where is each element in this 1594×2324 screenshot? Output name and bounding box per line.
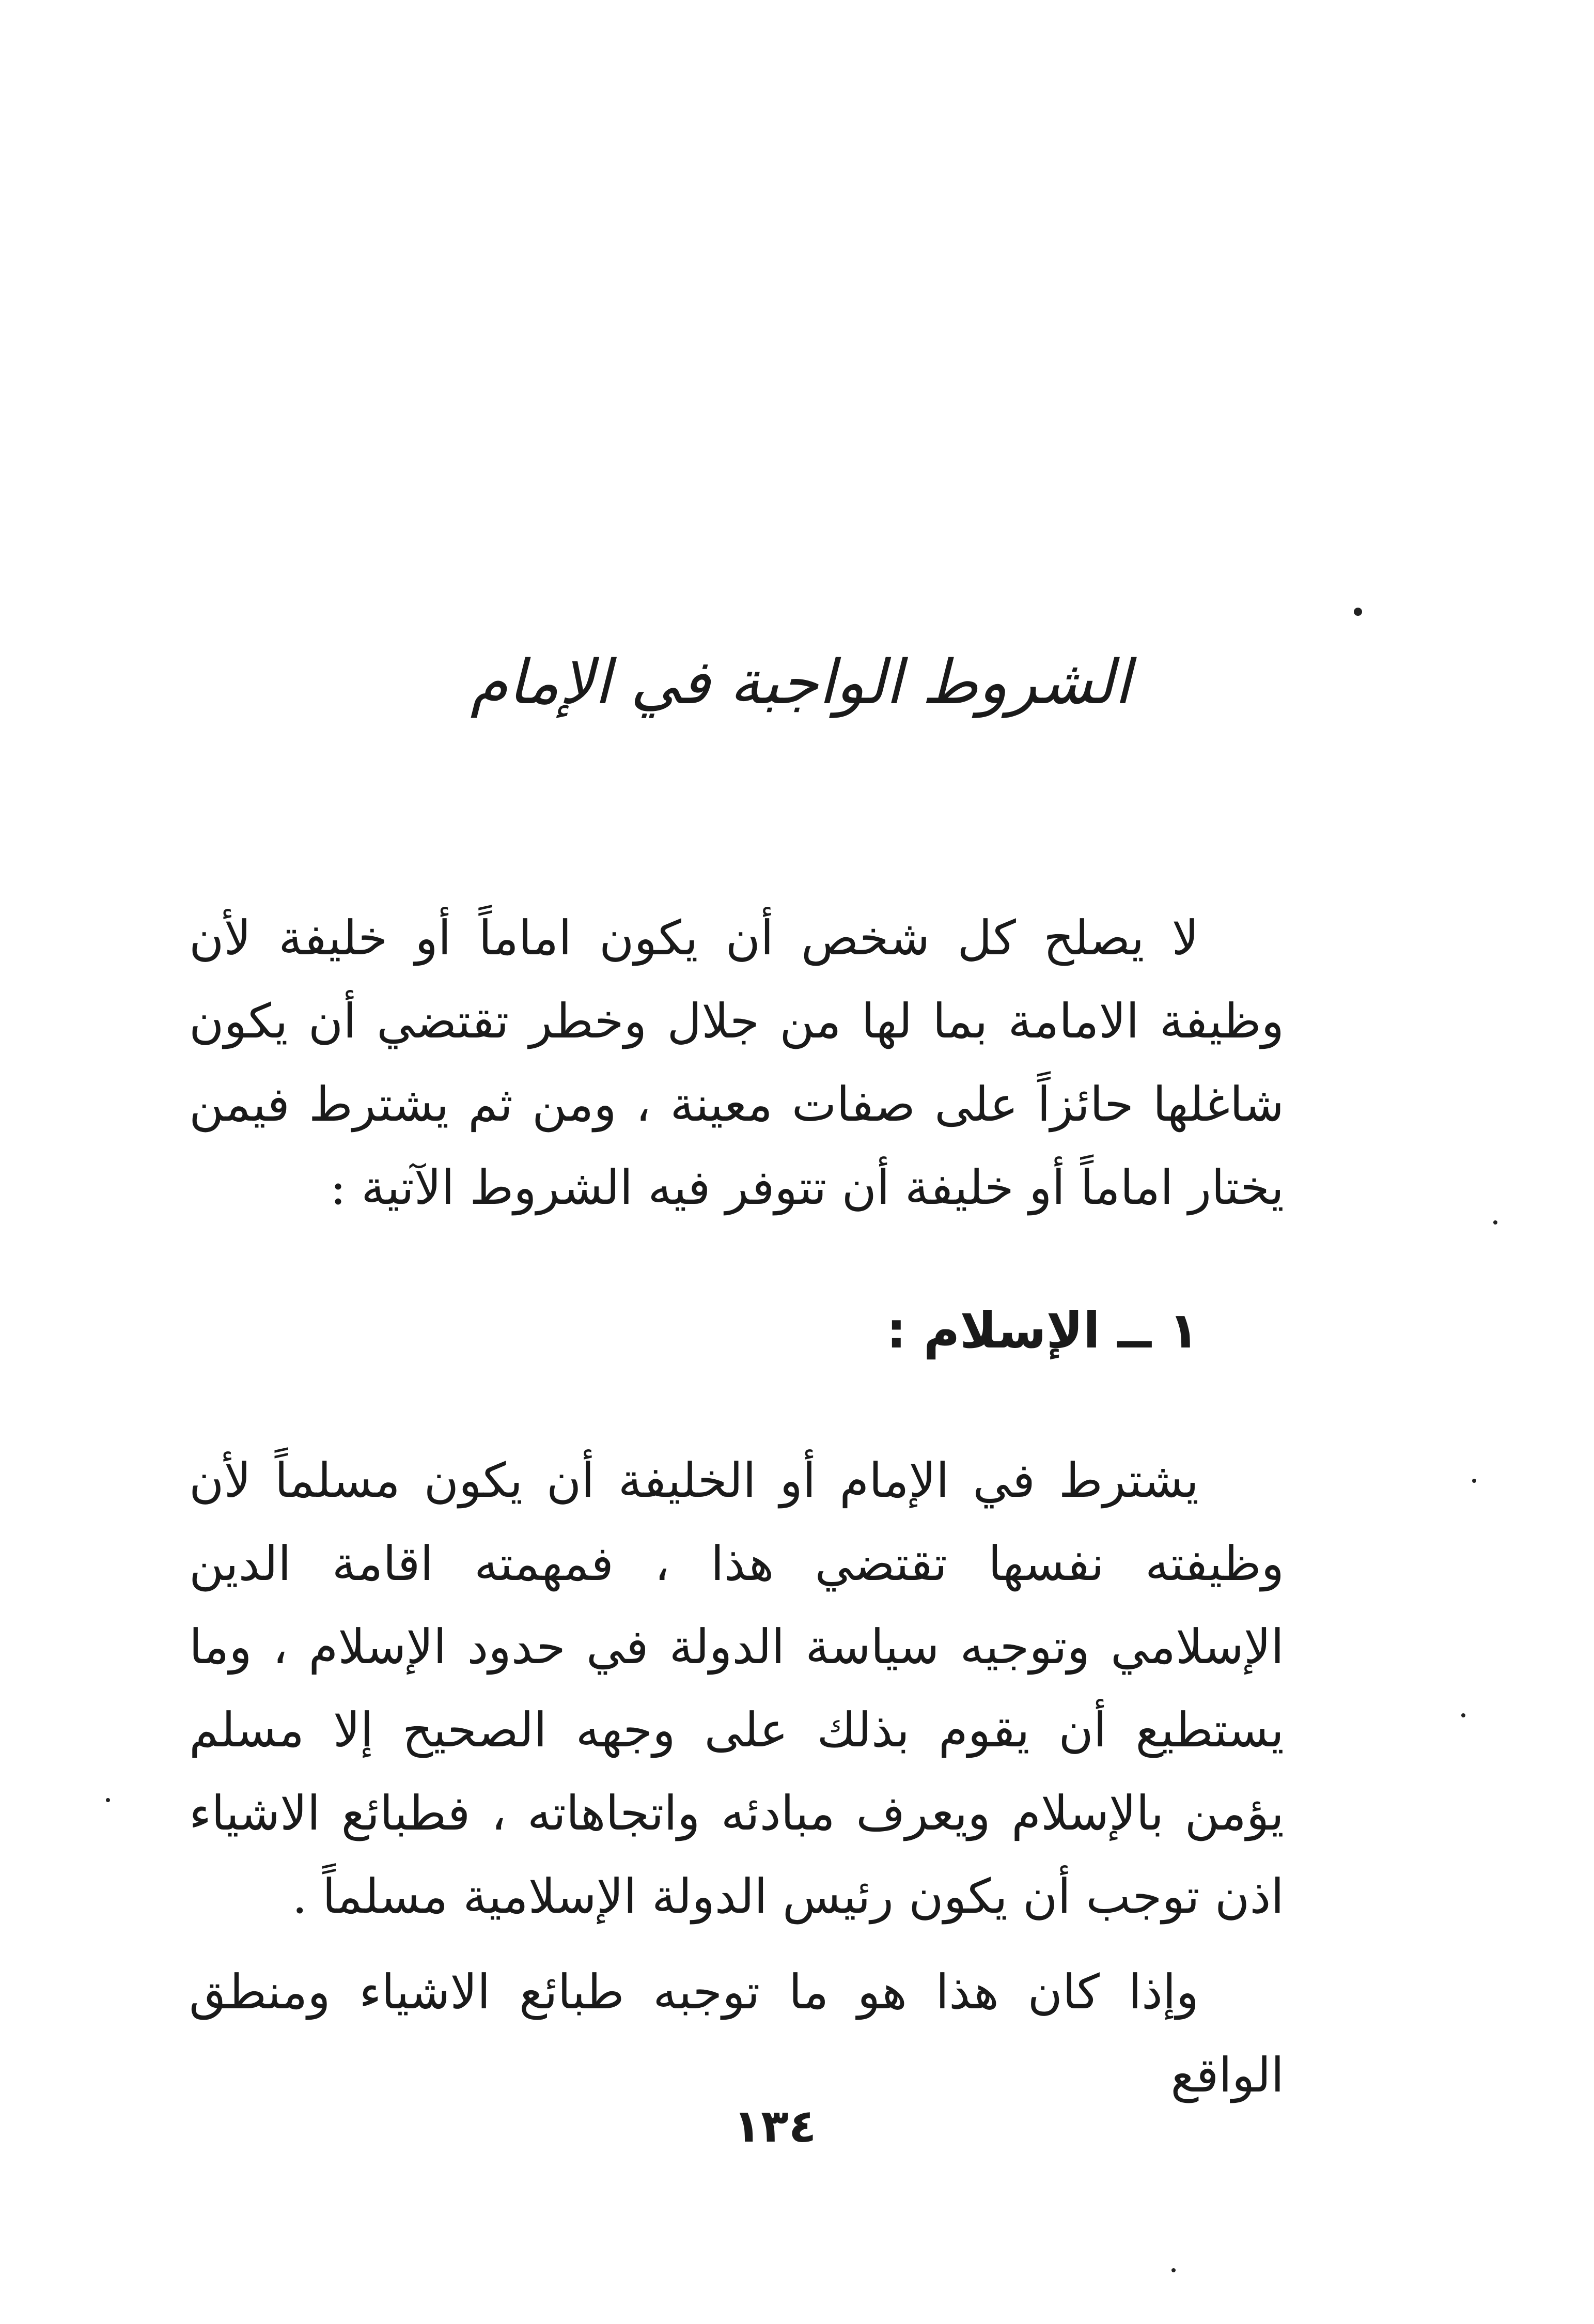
ink-speck — [1354, 608, 1362, 616]
page-title: الشروط الواجبة في الإمام — [470, 646, 1131, 718]
ink-speck — [1493, 1220, 1497, 1225]
ink-speck — [1461, 1713, 1465, 1717]
intro-paragraph-block — [189, 896, 1284, 1229]
section-paragraph: يشترط في الإمام أو الخليفة أن يكون مسلماً لأن وظيفته نفسها تقتضي هذا ، فمهمته اقامة الدين الإسلامي وتوجيه سياسة الدولة في حدود الإسلام ، وما يستطيع أن يقوم بذلك على وجهه الصحيح إلا مسلم يؤمن بالإسلام ويعرف مبادئه واتجاهاته ، فطبائع الاشياء اذن توجب أن يكون رئيس الدولة الإسلامية مسلماً . — [189, 1453, 1284, 1924]
page-number: ١٣٤ — [733, 2099, 817, 2152]
ink-speck — [106, 1798, 110, 1802]
ink-speck — [1472, 1479, 1476, 1483]
section-heading: ١ ــ الإسلام : — [886, 1302, 1199, 1359]
section-paragraph-block — [189, 1439, 1284, 1938]
intro-paragraph: لا يصلح كل شخص أن يكون اماماً أو خليفة لأن وظيفة الامامة بما لها من جلال وخطر تقتضي أن يكون شاغلها حائزاً على صفات معينة ، ومن ثم يشترط فيمن يختار اماماً أو خليفة أن تتوفر فيه الشروط الآتية : — [189, 910, 1284, 1215]
closing-paragraph: وإذا كان هذا هو ما توجبه طبائع الاشياء ومنطق الواقع — [189, 1964, 1284, 2103]
ink-speck — [1171, 2268, 1176, 2272]
